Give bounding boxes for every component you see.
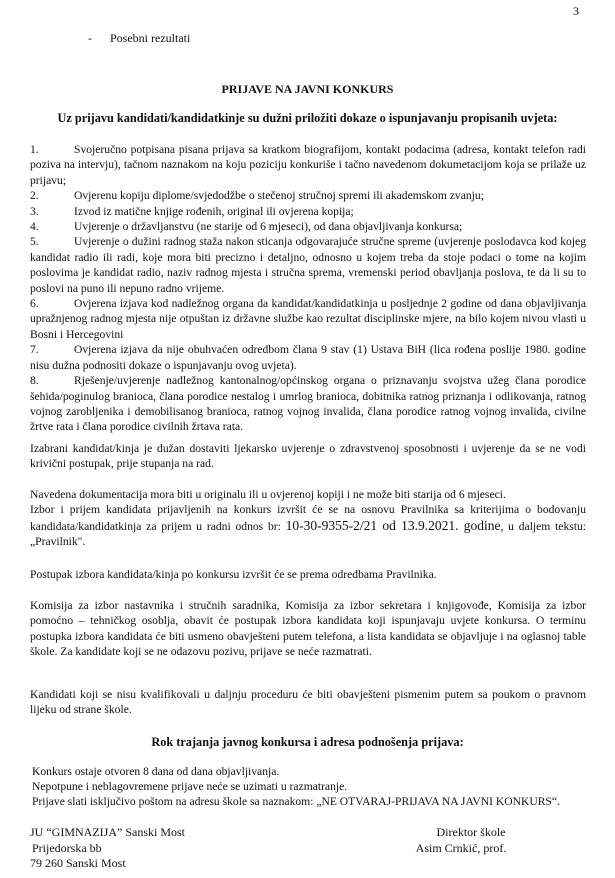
selection-text-end: , u daljem tekstu: „Pravilnik". [30, 519, 587, 549]
documents-paragraph [30, 487, 586, 550]
closing-line: Konkurs ostaje otvoren 8 dana od dana objavljivanja. [32, 765, 280, 778]
requirement-number: 5. [30, 235, 39, 249]
requirement-text: Izvod iz matične knjige rođenih, original ili ovjerena kopija; [74, 204, 354, 218]
school-address [30, 825, 185, 872]
requirement-number: 1. [30, 143, 39, 156]
requirement-number: 2. [30, 189, 39, 203]
page-number: 3 [573, 4, 579, 18]
requirement-item [30, 142, 586, 188]
requirement-item [30, 234, 586, 296]
requirement-item [30, 204, 586, 219]
requirement-number: 7. [30, 343, 39, 357]
requirement-text: Ovjerena izjava kod nadležnog organa da kandidat/kandidatkinja u posljednje 2 godine od dana objavljivanja upražnjenog radnog mjesta nije otpuštan iz državne službe kao rezultat disciplinske mjere, na bilo kojem nivou vlasti u Bosni i Hercegovini [30, 297, 586, 341]
bullet-item [88, 31, 190, 46]
selection-rules-line [30, 502, 586, 549]
requirement-text: Uvjerenje o državljanstvu (ne starije od 6 mjeseci), od dana objavljivanja konkursa; [74, 220, 463, 234]
commission-paragraph: Komisija za izbor nastavnika i stručnih saradnika, Komisija za izbor sekretara i knjigovođe, Komisija za izbor pomoćno – tehničkog osoblja, obavit će postupak izbora kandidata koji ispunjavaju uvjete konkursa. O terminu postupka izbora kandidata će biti usmeno obavješteni putem telefona, a lista kandidata se objavljuje i na oglasnoj table škole. Za kandidate koji se ne odazovu pozivu, prijave se neće razmatrati. [30, 599, 586, 659]
requirement-text: Ovjerena izjava da nije obuhvaćen odredbom člana 9 stav (1) Ustava BiH (lica rođena poslije 1980. godine nisu dužna podnositi dokaze o ispunjavanju ovog uvjeta). [30, 343, 586, 372]
requirement-text: Svojeručno potpisana pisana prijava sa kratkom biografijom, kontakt podacima (adresa, kontakt telefon radi poziva na intervju), tačnom naznakom na koju poziciju konkuriše i tačno navedenom dokumetacijom koja se prilaže uz prijavu; [30, 143, 586, 187]
director-title: Direktor škole [436, 825, 506, 839]
closing-line: Nepotpune i neblagovremene prijave neće se uzimati u razmatranje. [32, 780, 348, 793]
requirement-text: Uvjerenje o dužini radnog staža nakon sticanja odgovarajuće stručne spreme (uvjerenje poslodavca kod kojeg kandidat radio ili radi, koje mora biti precizno i detaljno, odnosno u kojem treba da stoje podaci o tome na kojim poslovima je kandidat radio, naziv radnog mjesta i stručna sprema, vremenski period obavljanja poslova, te da li su to poslovi na puno ili nepuno radno vrijeme. [30, 235, 586, 295]
bullet-text: Posebni rezultati [110, 31, 191, 45]
procedure-paragraph: Postupak izbora kandidata/kinja po konkursu izvršit će se prema odredbama Pravilnika. [30, 568, 437, 581]
medical-certificate-paragraph: Izabrani kandidat/kinja je dužan dostaviti ljekarsko uvjerenje o zdravstvenoj sposobnosti i uvjerenje da se ne vodi krivični postupak, prije stupanja na rad. [30, 442, 586, 471]
school-name: JU “GIMNAZIJA” Sanski Most [30, 825, 185, 839]
unqualified-candidates-paragraph: Kandidati koji se nisu kvalifikovali u daljnju proceduru će biti obavješteni pismenim putem sa poukom o pravnom lijeku od strane škole. [30, 688, 586, 717]
rulebook-reference: 10-30-9355-2/21 od 13.9.2021. godine [285, 517, 501, 533]
requirement-text: Ovjerenu kopiju diplome/svjedodžbe o stečenoj stručnoj spremi ili akademskom zvanju; [74, 189, 484, 203]
closing-line: Prijave slati isključivo poštom na adresu škole sa naznakom: „NE OTVARAJ-PRIJAVA NA JAVNI KONKURS“. [32, 795, 560, 808]
section-subtitle: Uz prijavu kandidati/kandidatkinje su dužni priložiti dokaze o ispunjavanju propisanih uvjeta: [57, 111, 558, 125]
director-name: Asim Crnkić, prof. [415, 840, 507, 855]
section-title: PRIJAVE NA JAVNI KONKURS [221, 82, 394, 96]
documents-validity-line: Navedena dokumentacija mora biti u originalu ili u ovjerenoj kopiji i ne može biti starija od 6 mjeseci. [30, 488, 506, 501]
requirement-number: 6. [30, 297, 39, 311]
deadline-heading: Rok trajanja javnog konkursa i adresa podnošenja prijava: [151, 735, 464, 749]
requirements-list [30, 142, 586, 435]
director-signature [396, 825, 526, 856]
bullet-dash: - [88, 31, 92, 45]
requirement-text: Rješenje/uvjerenje nadležnog kantonalnog/općinskog organa o priznavanju svojstva užeg člana porodice šehida/poginulog branioca, člana porodice nestalog i umrlog branioca, dobitnika ratnog priznanja i odlikovanja, ratnog vojnog zarobljenika i demobilisanog branioca, ratnog vojnog invalida, člana porodice ratnog vojnog invalida, civilne žrtve rata i člana porodice civilnih žrtava rata. [30, 374, 586, 434]
requirement-number: 8. [30, 374, 39, 388]
requirement-item [30, 188, 586, 203]
requirement-item [30, 373, 586, 435]
school-street: Prijedorska bb [32, 840, 102, 855]
school-city: 79 260 Sanski Most [30, 856, 126, 870]
requirement-item [30, 342, 586, 373]
closing-lines [32, 764, 592, 809]
requirement-number: 3. [30, 204, 39, 218]
selection-text: Izbor i prijem kandidata prijavljenih na konkurs izvršit će se na osnovu Pravilnika sa kriterijima o bodovanju kandidata/kandidatkinja za prijem u radni odnos br: [30, 503, 586, 533]
requirement-item [30, 219, 586, 234]
requirement-number: 4. [30, 220, 39, 234]
requirement-item [30, 296, 586, 342]
